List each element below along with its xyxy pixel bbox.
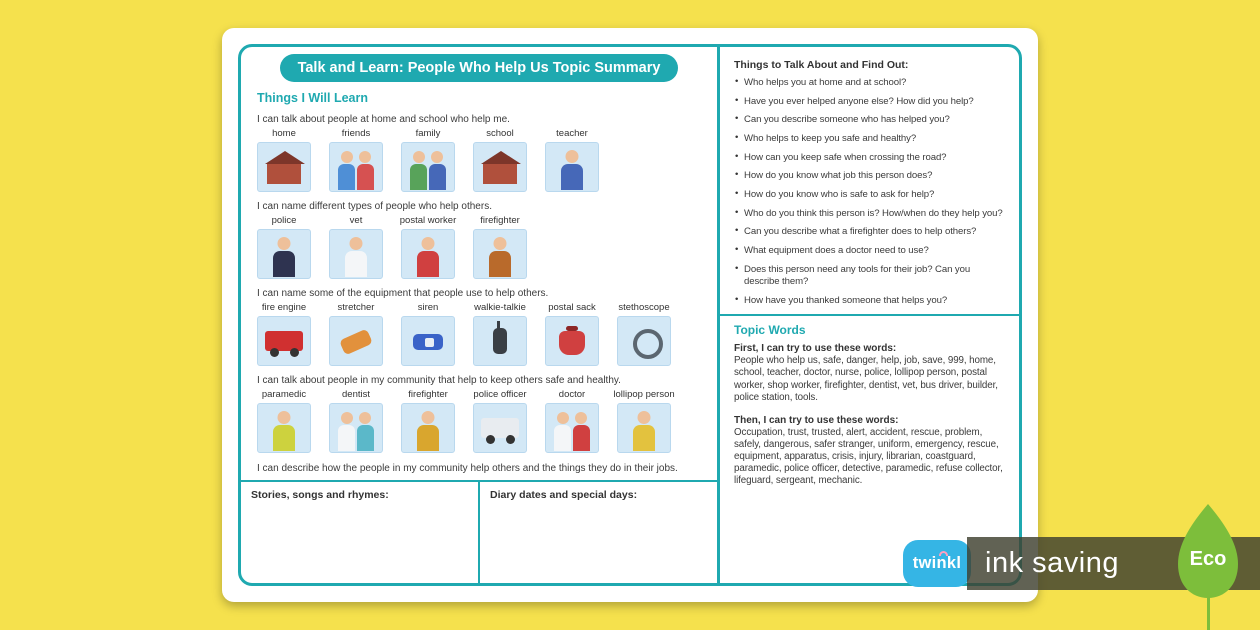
tile-lollipop-person: [613, 389, 675, 453]
lollipop-person-icon: [617, 403, 671, 453]
tile-label: family: [415, 128, 441, 139]
firefighter-icon: [401, 403, 455, 453]
tile-label: fire engine: [261, 302, 307, 313]
question-item: • Does this person need any tools for their job? Can you describe them?: [734, 264, 1007, 288]
worksheet-page: [222, 28, 1038, 602]
questions-list: [734, 77, 1007, 313]
tile-row-equipment: [257, 302, 701, 366]
diary-box-label: Diary dates and special days:: [490, 489, 638, 501]
tile-label: stretcher: [337, 302, 375, 313]
tile-row-helpers: [257, 215, 701, 279]
tile-friends: [329, 128, 383, 192]
tile-label: school: [486, 128, 514, 139]
tile-home: [257, 128, 311, 192]
talk-about-heading: Things to Talk About and Find Out:: [734, 59, 909, 71]
tile-label: teacher: [556, 128, 588, 139]
tile-label: paramedic: [261, 389, 307, 400]
stretcher-icon: [329, 316, 383, 366]
vet-icon: [329, 229, 383, 279]
dentist-icon: [329, 403, 383, 453]
family-icon: [401, 142, 455, 192]
then-words-text: Occupation, trust, trusted, alert, accident, rescue, problem, safely, dangerous, safer stranger, uniform, emergency, rescue, equipment, apparatus, crisis, injury, librarian, coastguard, paramedic, police officer, detective, paramedic, refuse collector, lifeguard, sergeant, mechanic.: [734, 426, 1003, 487]
stethoscope-icon: [617, 316, 671, 366]
twinkl-logo: [903, 540, 971, 587]
caption-equipment: I can name some of the equipment that people use to help others.: [257, 288, 549, 299]
twinkl-rainbow-icon: [939, 551, 948, 556]
page-title: Talk and Learn: People Who Help Us Topic Summary: [280, 54, 678, 82]
tile-label: siren: [417, 302, 439, 313]
tile-stethoscope: [617, 302, 671, 366]
tile-label: police: [271, 215, 297, 226]
tile-family: [401, 128, 455, 192]
tile-label: postal worker: [399, 215, 457, 226]
ink-saving-label: ink saving: [985, 547, 1119, 579]
police-officer-icon: [257, 229, 311, 279]
tile-firefighter: [473, 215, 527, 279]
question-item: • Who do you think this person is? How/when do they help you?: [734, 208, 1007, 220]
tile-label: dentist: [342, 389, 370, 400]
friends-icon: [329, 142, 383, 192]
question-item: • Have you ever helped anyone else? How did you help?: [734, 96, 1007, 108]
tile-label: home: [272, 128, 296, 139]
left-column: [241, 47, 717, 583]
tile-siren: [401, 302, 455, 366]
topic-words-divider: [720, 314, 1019, 316]
teacher-icon: [545, 142, 599, 192]
tile-fire-engine: [257, 302, 311, 366]
postal-worker-icon: [401, 229, 455, 279]
tile-label: lollipop person: [613, 389, 675, 400]
tile-row-community: [257, 389, 701, 453]
question-item: • How do you know who is safe to ask for help?: [734, 189, 1007, 201]
bottom-boxes: [241, 480, 717, 584]
tile-vet: [329, 215, 383, 279]
walkie-talkie-icon: [473, 316, 527, 366]
eco-leaf-icon: [1178, 504, 1238, 598]
tile-label: police officer: [473, 389, 527, 400]
postal-sack-icon: [545, 316, 599, 366]
tile-doctor: [545, 389, 599, 453]
first-words-text: People who help us, safe, danger, help, job, save, 999, home, school, teacher, doctor, nurse, police, lollipop person, postal worker, shop worker, firefighter, dentist, vet, bus driver, builder, police station, tools.: [734, 355, 998, 403]
tile-label: doctor: [558, 389, 586, 400]
question-item: • How do you know what job this person does?: [734, 170, 1007, 182]
twinkl-brand-text: twinkl: [912, 554, 962, 572]
siren-icon: [401, 316, 455, 366]
school-building-icon: [473, 142, 527, 192]
question-item: • Who helps to keep you safe and healthy?: [734, 133, 1007, 145]
tile-label: stethoscope: [618, 302, 670, 313]
question-item: • How have you thanked someone that helps you?: [734, 295, 1007, 307]
tile-teacher: [545, 128, 599, 192]
question-item: • Can you describe what a firefighter does to help others?: [734, 226, 1007, 238]
topic-words-heading: Topic Words: [734, 323, 806, 338]
caption-helpers: I can name different types of people who help others.: [257, 201, 492, 212]
paramedic-icon: [257, 403, 311, 453]
question-item: • What equipment does a doctor need to use?: [734, 245, 1007, 257]
closing-statement: I can describe how the people in my community help others and the things they do in their jobs.: [257, 463, 678, 474]
first-words-label: First, I can try to use these words:: [734, 343, 897, 355]
ink-saving-banner: [967, 537, 1260, 590]
tile-label: firefighter: [480, 215, 520, 226]
tile-label: postal sack: [548, 302, 596, 313]
tile-dentist: [329, 389, 383, 453]
doctor-icon: [545, 403, 599, 453]
tile-label: walkie-talkie: [474, 302, 526, 313]
tile-police: [257, 215, 311, 279]
tile-postal-sack: [545, 302, 599, 366]
tile-stretcher: [329, 302, 383, 366]
tile-postal-worker: [401, 215, 455, 279]
things-i-will-learn-heading: Things I Will Learn: [257, 91, 369, 105]
tile-row-home-school: [257, 128, 701, 192]
question-item: • Can you describe someone who has helped you?: [734, 114, 1007, 126]
tile-label: friends: [341, 128, 371, 139]
tile-police-officer: [473, 389, 527, 453]
caption-home-school: I can talk about people at home and school who help me.: [257, 114, 510, 125]
diary-dates-box: [478, 482, 717, 584]
tile-firefighter-2: [401, 389, 455, 453]
question-item: • How can you keep safe when crossing the road?: [734, 152, 1007, 164]
tile-label: firefighter: [408, 389, 448, 400]
caption-community: I can talk about people in my community that help to keep others safe and healthy.: [257, 375, 621, 386]
question-item: • Who helps you at home and at school?: [734, 77, 1007, 89]
tile-label: vet: [349, 215, 363, 226]
stories-box-label: Stories, songs and rhymes:: [251, 489, 389, 501]
firefighter-icon: [473, 229, 527, 279]
tile-school: [473, 128, 527, 192]
eco-label: Eco: [1189, 548, 1227, 570]
then-words-label: Then, I can try to use these words:: [734, 414, 899, 426]
police-car-icon: [473, 403, 527, 453]
house-icon: [257, 142, 311, 192]
fire-engine-icon: [257, 316, 311, 366]
tile-walkie-talkie: [473, 302, 527, 366]
tile-paramedic: [257, 389, 311, 453]
worksheet-frame: [238, 44, 1022, 586]
stories-songs-rhymes-box: [241, 482, 478, 584]
right-column: [717, 47, 1019, 583]
